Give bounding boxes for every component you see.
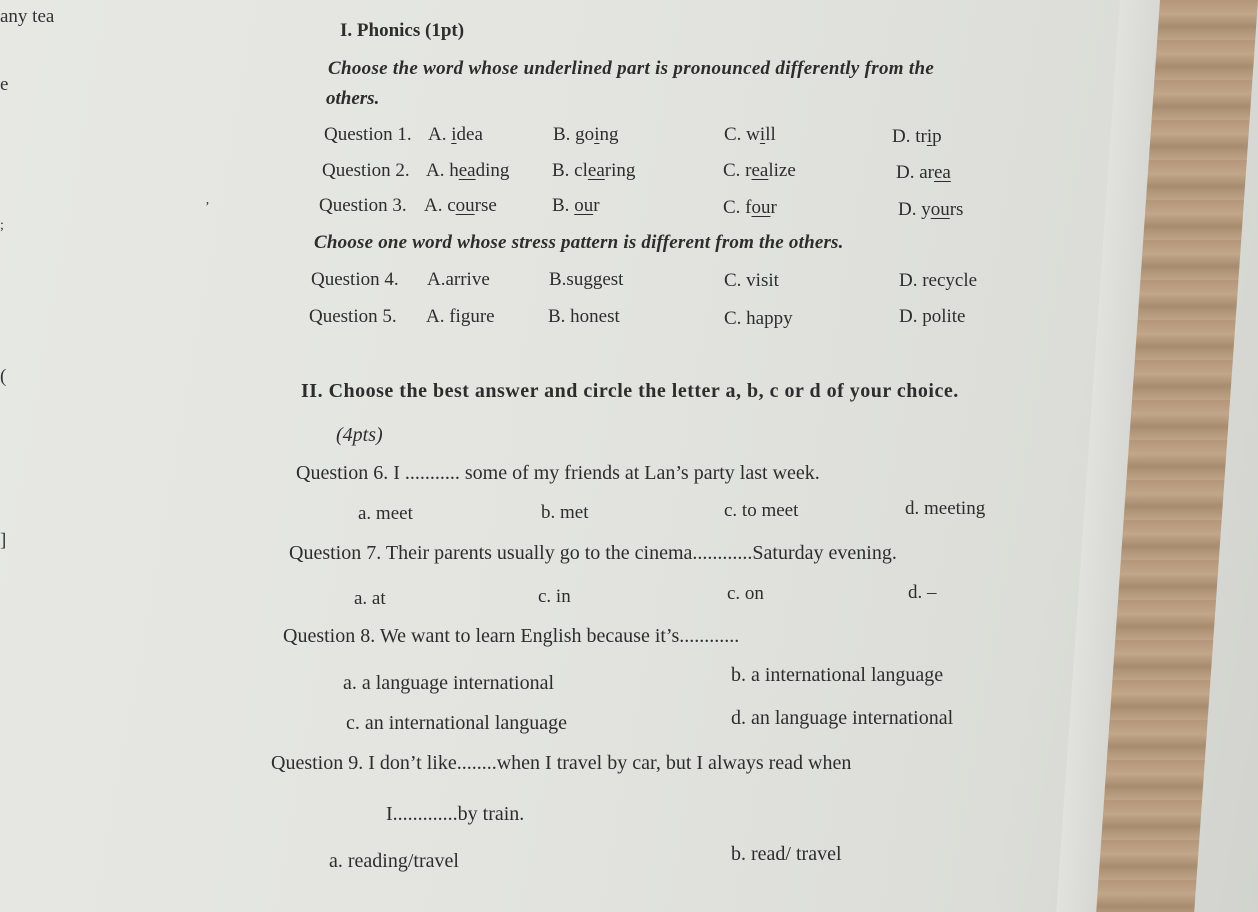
question-5-option-c: C. happy <box>724 308 793 329</box>
question-8-option-a: a. a language international <box>343 672 555 694</box>
question-6-option-b: b. met <box>541 502 589 523</box>
question-6-option-d: d. meeting <box>905 498 986 519</box>
question-2-option-c: C. realize <box>723 160 796 181</box>
question-6-text: Question 6. I ........... some of my friends at Lan’s party last week. <box>296 462 820 484</box>
question-5-option-b: B. honest <box>548 306 620 327</box>
question-9-text-line1: Question 9. I don’t like........when I travel by car, but I always read when <box>271 752 852 774</box>
question-4-option-d: D. recycle <box>899 270 978 291</box>
margin-mark-3: ( <box>0 366 7 387</box>
question-7-option-b: c. in <box>538 586 571 607</box>
question-7-option-d: d. – <box>908 582 937 603</box>
question-7-text: Question 7. Their parents usually go to the cinema............Saturday evening. <box>289 542 897 564</box>
question-3-option-d: D. yours <box>898 199 964 220</box>
question-5-label: Question 5. <box>309 306 397 327</box>
question-4-label: Question 4. <box>311 269 399 290</box>
margin-text-e: e <box>0 74 9 95</box>
section-2-heading: II. Choose the best answer and circle the letter a, b, c or d of your choice. <box>301 380 959 402</box>
question-9-text-line2: I.............by train. <box>386 803 525 825</box>
question-1-label: Question 1. <box>324 124 412 145</box>
margin-mark-1: ’ <box>205 200 210 215</box>
question-8-option-b: b. a international language <box>731 664 944 686</box>
question-4-option-b: B.suggest <box>549 269 624 290</box>
question-8-option-c: c. an international language <box>346 712 568 734</box>
question-6-option-a: a. meet <box>358 503 413 524</box>
question-7-option-c: c. on <box>727 583 764 604</box>
phonics-instruction-line2: others. <box>326 88 380 109</box>
margin-mark-4: ] <box>0 530 7 551</box>
question-7-option-a: a. at <box>354 588 386 609</box>
stress-instruction: Choose one word whose stress pattern is different from the others. <box>314 232 844 253</box>
question-1-option-d: D. trip <box>892 126 942 147</box>
question-5-option-a: A. figure <box>426 306 495 327</box>
question-1-option-a: A. idea <box>428 124 483 145</box>
question-3-option-a: A. course <box>424 195 497 216</box>
section-2-points: (4pts) <box>336 424 383 446</box>
question-2-option-d: D. area <box>896 162 951 183</box>
question-5-option-d: D. polite <box>899 306 966 327</box>
question-3-label: Question 3. <box>319 195 407 216</box>
question-4-option-c: C. visit <box>724 270 779 291</box>
question-3-option-c: C. four <box>723 197 777 218</box>
question-9-option-b: b. read/ travel <box>731 843 842 865</box>
margin-mark-2: ; <box>0 218 4 233</box>
question-1-option-c: C. will <box>724 124 776 145</box>
question-2-label: Question 2. <box>322 160 410 181</box>
question-6-option-c: c. to meet <box>724 500 799 521</box>
question-9-option-a: a. reading/travel <box>329 850 459 872</box>
question-8-text: Question 8. We want to learn English because it’s............ <box>283 625 740 647</box>
question-2-option-b: B. clearing <box>552 160 636 181</box>
margin-text-top: any tea <box>0 6 55 27</box>
question-4-option-a: A.arrive <box>427 269 490 290</box>
question-2-option-a: A. heading <box>426 160 510 181</box>
phonics-heading: I. Phonics (1pt) <box>340 20 465 41</box>
question-1-option-b: B. going <box>553 124 619 145</box>
question-8-option-d: d. an language international <box>731 707 954 729</box>
phonics-instruction-line1: Choose the word whose underlined part is pronounced differently from the <box>328 58 935 79</box>
question-3-option-b: B. our <box>552 195 600 216</box>
